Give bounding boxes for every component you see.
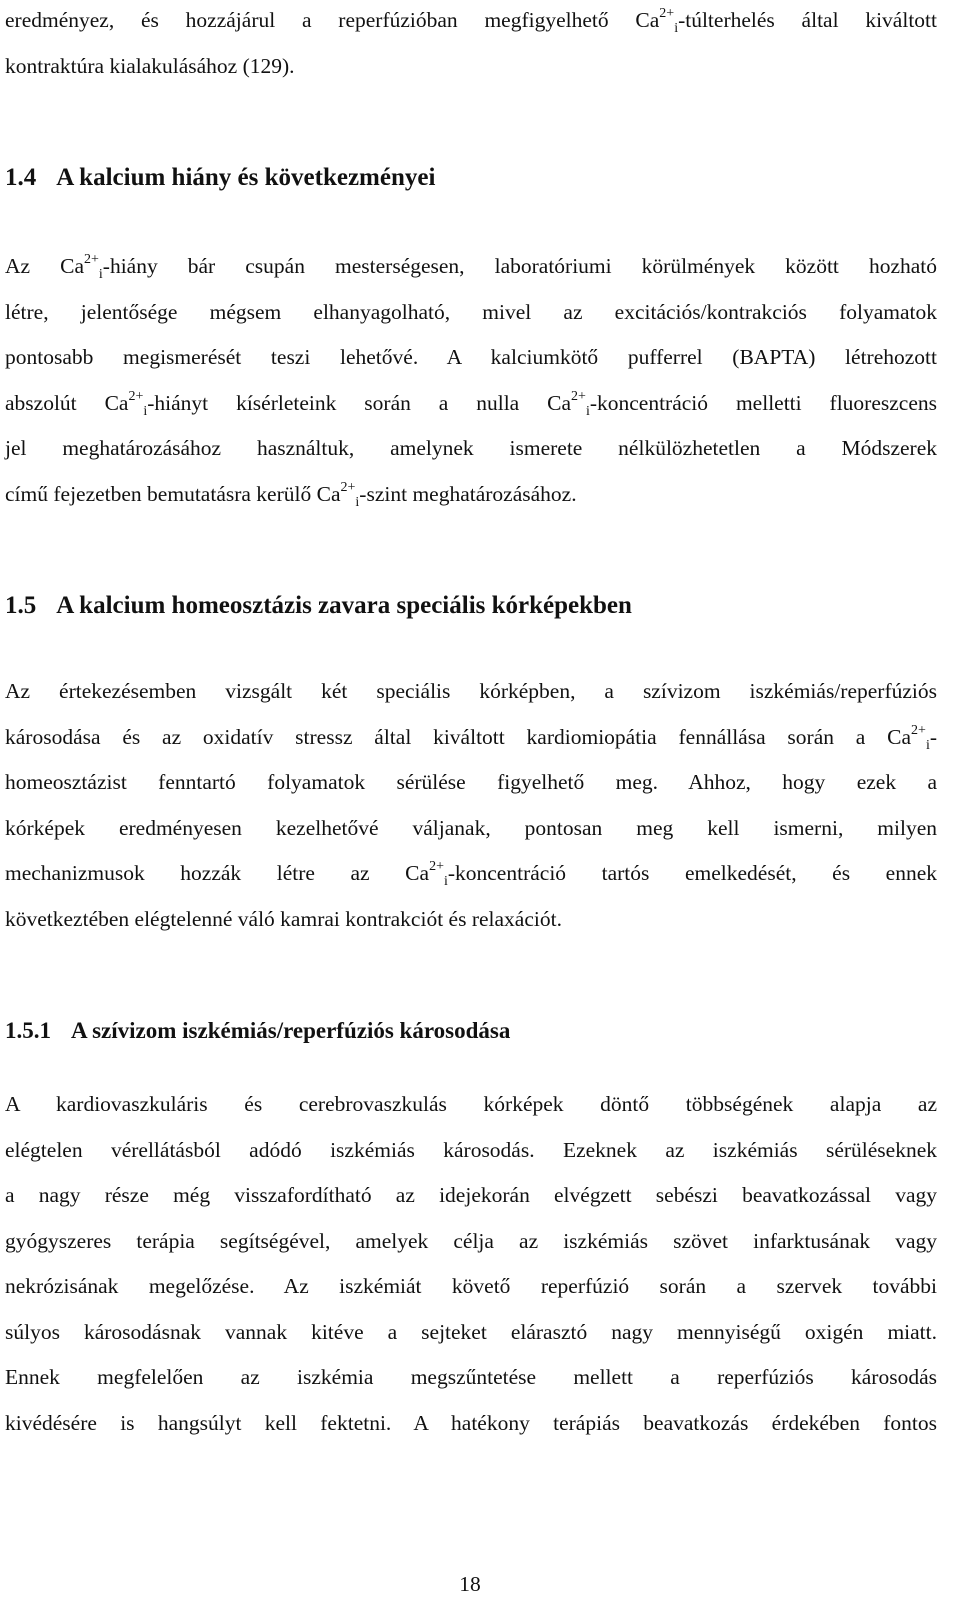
text-line: létre, jelentősége mégsem elhanyagolható, mivel az excitációs/kontrakciós folyamatok — [5, 299, 937, 324]
section-heading-1-4 — [5, 161, 435, 195]
section-heading-1-5 — [5, 589, 632, 623]
section-title: A kalcium hiány és következményei — [56, 164, 436, 191]
section-1-5-paragraph — [5, 669, 937, 942]
text-line: eredményez, és hozzájárul a reperfúzióban megfigyelhető $Ca^{2+}_i$-túlterhelés által kiváltott — [5, 6, 937, 36]
text-line: a nagy része még visszafordítható az idejekorán elvégzett sebészi beavatkozással vagy — [5, 1183, 937, 1207]
text-line: kivédésére is hangsúlyt kell fektetni. A hatékony terápiás beavatkozás érdekében fontos — [5, 1410, 937, 1435]
text-line: következtében elégtelenné váló kamrai kontrakciót és relaxációt. — [5, 906, 562, 931]
text-line: Ennek megfelelően az iszkémia megszűntetése mellett a reperfúziós károsodás — [5, 1365, 937, 1389]
text-line: kontraktúra kialakulásához (129). — [5, 53, 295, 78]
text-line: homeosztázist fenntartó folyamatok sérülése figyelhető meg. Ahhoz, hogy ezek a — [5, 770, 937, 794]
text-line: jel meghatározásához használtuk, amelynek ismerete nélkülözhetetlen a Módszerek — [5, 436, 937, 460]
intro-paragraph — [5, 0, 937, 89]
text-line: mechanizmusok hozzák létre az $Ca^{2+}_i$-koncentráció tartós emelkedését, és ennek — [5, 859, 937, 889]
section-1-5-1-paragraph — [5, 1082, 937, 1446]
text-line: Az értekezésemben vizsgált két speciális kórképben, a szívizom iszkémiás/reperfúziós — [5, 679, 937, 703]
section-title: A kalcium homeosztázis zavara speciális kórképekben — [56, 592, 632, 619]
text-line: pontosabb megismerését teszi lehetővé. A kalciumkötő pufferrel (BAPTA) létrehozott — [5, 345, 937, 369]
text-line: című fejezetben bemutatásra kerülő $Ca^{2+}_i$-szint meghatározásához. — [5, 479, 577, 510]
text-line: Az $Ca^{2+}_i$-hiány bár csupán mesterségesen, laboratóriumi körülmények között hozható — [5, 252, 937, 282]
text-line: károsodása és az oxidatív stressz által kiváltott kardiomiopátia fennállása során a $Ca^{2+}_i-$ — [5, 722, 937, 753]
section-1-4-paragraph — [5, 244, 937, 517]
section-number: 1.4 — [5, 164, 37, 191]
section-number: 1.5.1 — [5, 1018, 51, 1043]
text-line: nekrózisának megelőzése. Az iszkémiát követő reperfúzió során a szervek további — [5, 1274, 937, 1298]
text-line: A kardiovaszkuláris és cerebrovaszkulás kórképek döntő többségének alapja az — [5, 1092, 937, 1116]
text-line: abszolút $Ca^{2+}_i$-hiányt kísérleteink során a nulla $Ca^{2+}_i$-koncentráció melletti fluoreszcens — [5, 388, 937, 419]
section-heading-1-5-1 — [5, 1014, 510, 1048]
section-number: 1.5 — [5, 592, 37, 619]
section-title: A szívizom iszkémiás/reperfúziós károsodása — [71, 1018, 511, 1043]
text-line: súlyos károsodásnak vannak kitéve a sejteket elárasztó nagy mennyiségű oxigén miatt. — [5, 1319, 937, 1344]
text-line: gyógyszeres terápia segítségével, amelyek célja az iszkémiás szövet infarktusának vagy — [5, 1228, 937, 1253]
text-line: kórképek eredményesen kezelhetővé váljanak, pontosan meg kell ismerni, milyen — [5, 815, 937, 840]
text-line: elégtelen vérellátásból adódó iszkémiás károsodás. Ezeknek az iszkémiás sérüléseknek — [5, 1137, 937, 1162]
page-number: 18 — [459, 1572, 481, 1596]
